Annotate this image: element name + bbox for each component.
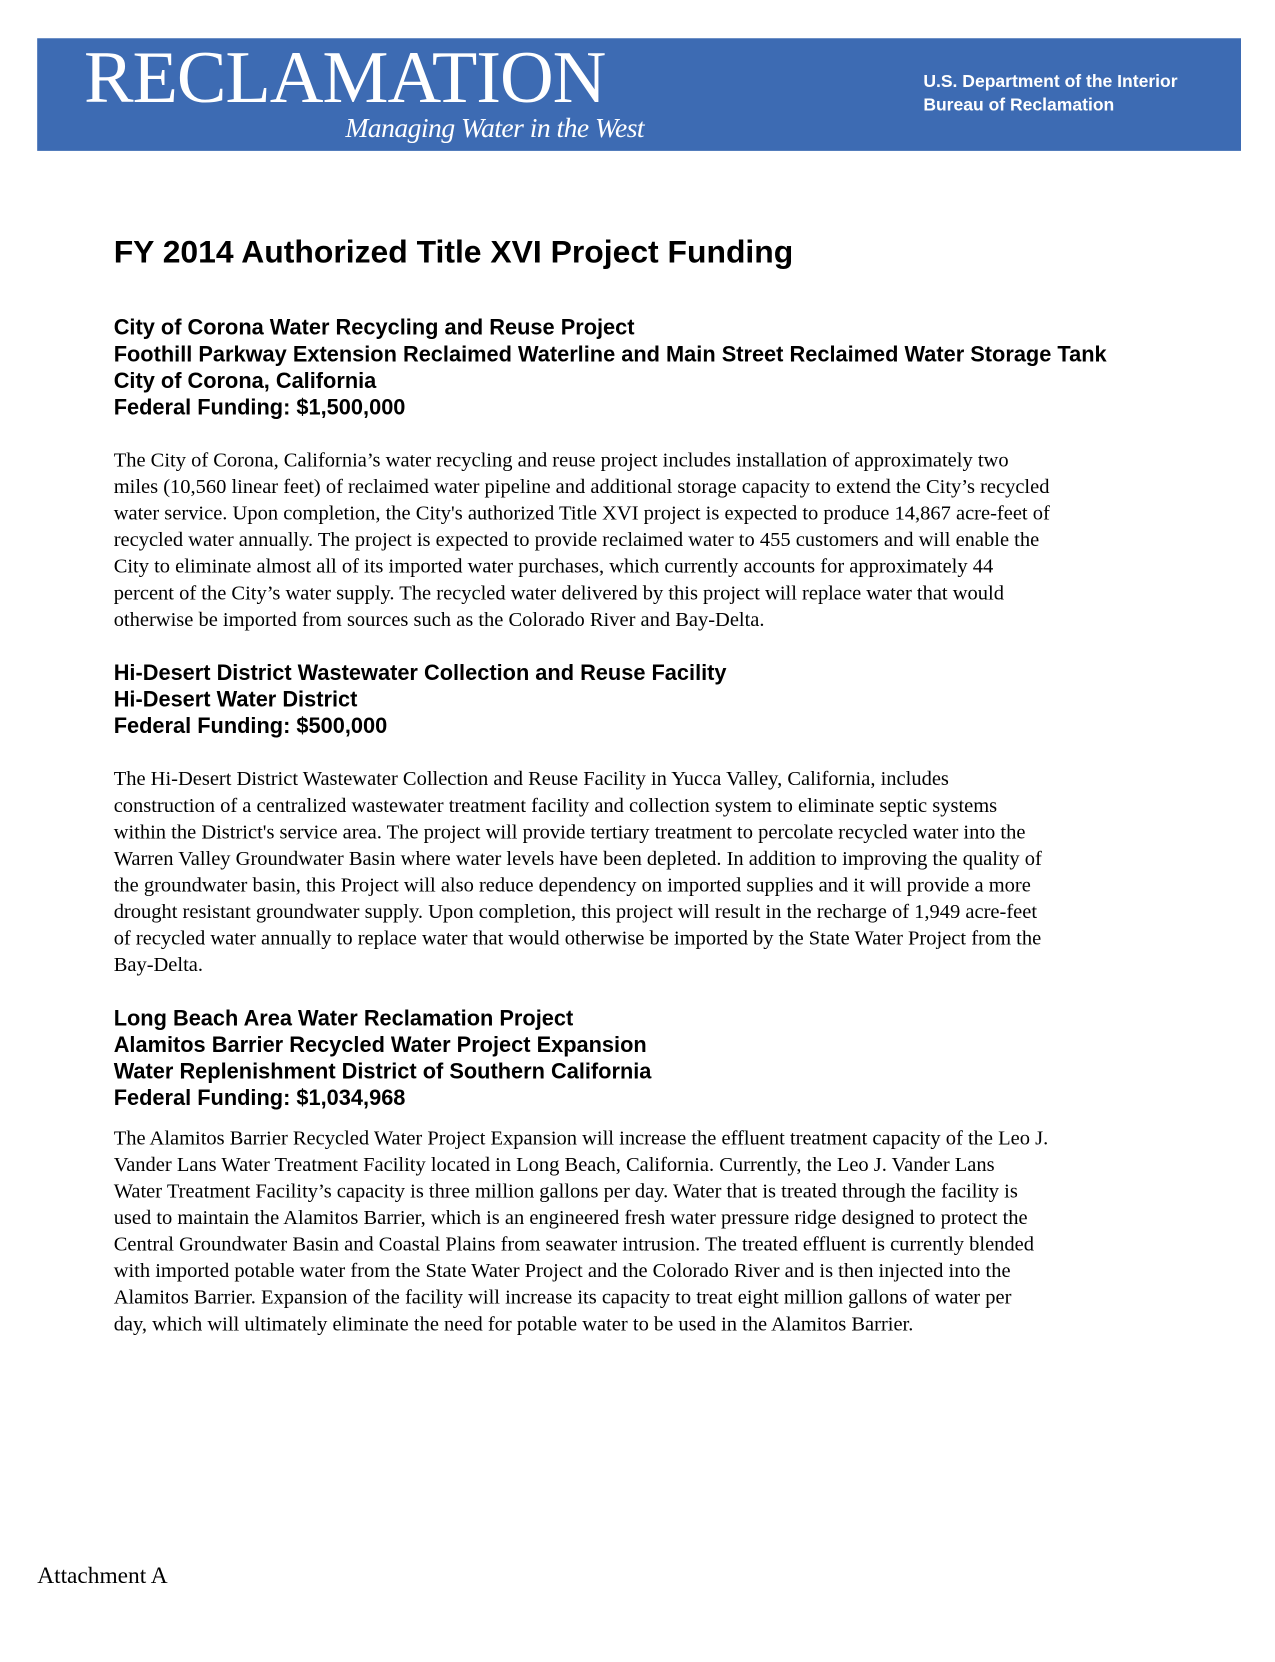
heading-line: Foothill Parkway Extension Reclaimed Waterline and Main Street Reclaimed Water Storage Tank (113, 342, 1107, 367)
text-line: day, which will ultimately eliminate the need for potable water to be used in the Alamitos Barrier. (113, 1313, 914, 1336)
heading-line: Hi-Desert Water District (113, 687, 358, 712)
heading-line: Federal Funding: $500,000 (113, 714, 388, 739)
project-heading (114, 315, 1107, 421)
heading-line: Federal Funding: $1,500,000 (113, 395, 406, 420)
text-line: The Hi-Desert District Wastewater Collection and Reuse Facility in Yucca Valley, California, includes (113, 768, 949, 791)
text-line: otherwise be imported from sources such as the Colorado River and Bay-Delta. (113, 608, 765, 632)
text-line: water service. Upon completion, the City's authorized Title XVI project is expected to produce 14,867 acre-feet of (113, 502, 1050, 525)
header-banner (37, 38, 1241, 151)
text-line: the groundwater basin, this Project will also reduce dependency on imported supplies and it will provide a more (113, 874, 1031, 897)
text-line: within the District's service area. The project will provide tertiary treatment to percolate recycled water into the (113, 821, 1026, 844)
text-line: with imported potable water from the State Water Project and the Colorado River and is then injected into the (113, 1260, 1011, 1283)
text-line: Vander Lans Water Treatment Facility located in Long Beach, California. Currently, the Leo J. Vander Lans (113, 1153, 995, 1177)
text-line: The City of Corona, California’s water recycling and reuse project includes installation of approximately two (113, 449, 1009, 472)
text-line: recycled water annually. The project is expected to provide reclaimed water to 455 customers and will enable the (113, 529, 1040, 552)
heading-line: City of Corona, California (113, 368, 377, 394)
text-line: construction of a centralized wastewater treatment facility and collection system to eliminate septic systems (113, 794, 998, 818)
agency-name (923, 70, 1177, 117)
text-line: Water Treatment Facility’s capacity is three million gallons per day. Water that is treated through the facility is (113, 1180, 1018, 1203)
project-description (114, 447, 1050, 633)
agency-line: Bureau of Reclamation (923, 95, 1115, 115)
heading-line: Alamitos Barrier Recycled Water Project Expansion (113, 1032, 647, 1058)
text-line: Alamitos Barrier. Expansion of the facility will increase its capacity to treat eight million gallons of water per (113, 1286, 1012, 1309)
text-line: used to maintain the Alamitos Barrier, which is an engineered fresh water pressure ridge designed to protect the (113, 1207, 1028, 1230)
project-description (114, 766, 1042, 979)
text-line: percent of the City’s water supply. The recycled water delivered by this project will replace water that would (113, 582, 1004, 605)
project-heading (114, 1005, 652, 1111)
text-line: The Alamitos Barrier Recycled Water Project Expansion will increase the effluent treatment capacity of the Leo J. (113, 1127, 1049, 1150)
heading-line: City of Corona Water Recycling and Reuse Project (113, 315, 635, 340)
heading-line: Federal Funding: $1,034,968 (113, 1085, 406, 1111)
project-description (114, 1125, 1049, 1338)
text-line: drought resistant groundwater supply. Upon completion, this project will result in the recharge of 1,949 acre-feet (113, 901, 1038, 924)
heading-line: Long Beach Area Water Reclamation Project (113, 1006, 574, 1031)
text-line: City to eliminate almost all of its imported water purchases, which currently accounts for approximately 44 (113, 555, 994, 578)
agency-line: U.S. Department of the Interior (923, 72, 1178, 92)
text-line: miles (10,560 linear feet) of reclaimed water pipeline and additional storage capacity to extend the City’s recycled (113, 476, 1050, 499)
text-line: Warren Valley Groundwater Basin where water levels have been depleted. In addition to improving the quality of (113, 847, 1042, 871)
text-line: Bay-Delta. (113, 954, 204, 977)
attachment-label: Attachment A (37, 1561, 168, 1589)
text-line: of recycled water annually to replace water that would otherwise be imported by the State Water Project from the (113, 927, 1042, 950)
logo-tagline: Managing Water in the West (345, 112, 645, 144)
heading-line: Hi-Desert District Wastewater Collection and Reuse Facility (113, 660, 727, 686)
project-heading (114, 660, 727, 740)
reclamation-logo: RECLAMATION (83, 37, 606, 119)
heading-line: Water Replenishment District of Southern California (113, 1059, 652, 1084)
text-line: Central Groundwater Basin and Coastal Plains from seawater intrusion. The treated effluent is currently blended (113, 1233, 1034, 1256)
page-title: FY 2014 Authorized Title XVI Project Funding (113, 234, 794, 270)
